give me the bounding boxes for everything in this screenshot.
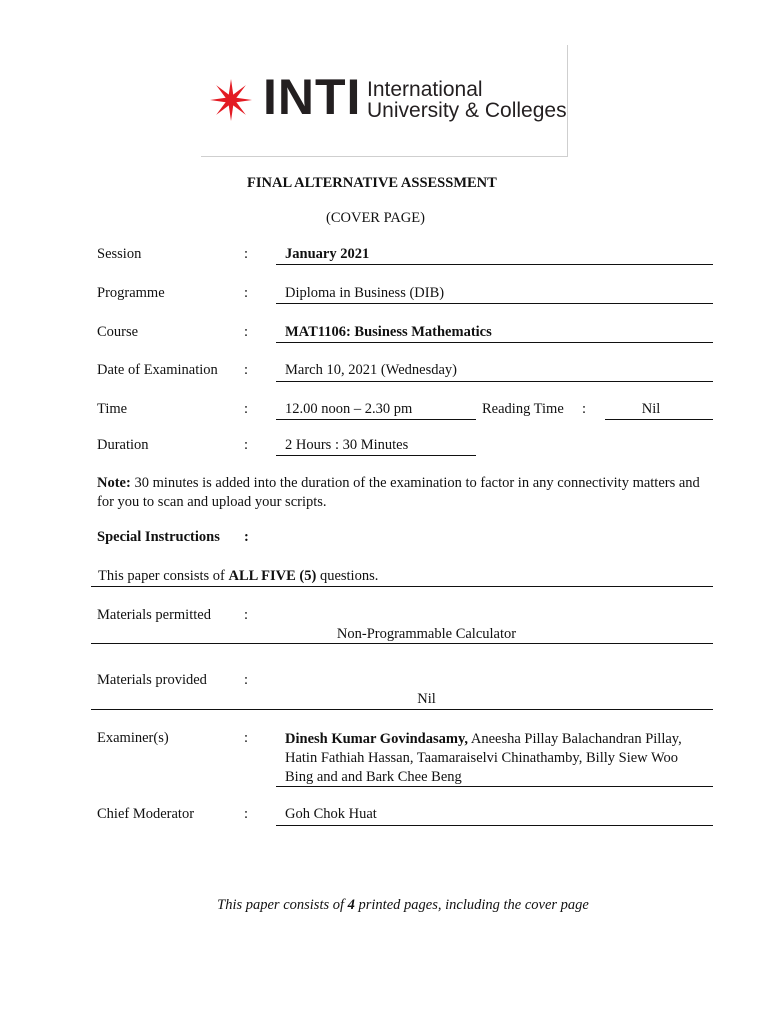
exam-date-colon: :: [244, 362, 249, 378]
examiners-underline: [276, 786, 713, 787]
logo-subtitle: [367, 79, 567, 121]
course-label: Course: [97, 324, 139, 340]
asterisk-logo-icon: [201, 77, 261, 123]
course-colon: :: [244, 324, 249, 340]
reading-time-value: Nil: [641, 401, 661, 417]
course-value: MAT1106: Business Mathematics: [285, 324, 492, 340]
examiners-label: Examiner(s): [97, 730, 169, 746]
footer-after: printed pages, including the cover page: [354, 897, 589, 913]
examiners-line1: [285, 730, 715, 749]
chief-moderator-value: Goh Chok Huat: [285, 806, 377, 822]
exam-date-value: March 10, 2021 (Wednesday): [285, 362, 457, 378]
special-underline: [91, 586, 713, 587]
chief-moderator-label: Chief Moderator: [97, 806, 195, 822]
materials-provided-value: Nil: [417, 691, 436, 707]
examiners-list: [285, 730, 715, 787]
examiner-lead: Dinesh Kumar Govindasamy,: [285, 731, 469, 747]
examiners-line3: Bing and and Bark Chee Beng: [285, 769, 462, 785]
examiners-line2: Hatin Fathiah Hassan, Taamaraiselvi Chinathamby, Billy Siew Woo: [285, 750, 679, 766]
programme-value: Diploma in Business (DIB): [285, 285, 445, 301]
time-value: 12.00 noon – 2.30 pm: [285, 401, 413, 417]
note-line2: for you to scan and upload your scripts.: [97, 494, 327, 510]
duration-colon: :: [244, 437, 249, 453]
page-count-footer: [0, 897, 768, 914]
document-title: FINAL ALTERNATIVE ASSESSMENT: [247, 175, 497, 191]
session-underline: [276, 264, 713, 265]
session-label: Session: [97, 246, 142, 262]
duration-underline: [276, 455, 476, 456]
note-prefix: Note:: [97, 475, 131, 491]
materials-permitted-underline: [91, 643, 713, 644]
note-line1: [97, 474, 737, 493]
logo-subtitle-line2: University & Colleges: [367, 99, 567, 122]
session-value: January 2021: [285, 246, 370, 262]
materials-provided-underline: [91, 709, 713, 710]
exam-date-underline: [276, 381, 713, 382]
programme-underline: [276, 303, 713, 304]
materials-permitted-colon: :: [244, 607, 249, 623]
session-colon: :: [244, 246, 249, 262]
chief-moderator-colon: :: [244, 806, 249, 822]
programme-colon: :: [244, 285, 249, 301]
footer-page-count: 4: [347, 897, 355, 913]
exam-date-label: Date of Examination: [97, 362, 218, 378]
materials-permitted-label: Materials permitted: [97, 607, 211, 623]
note-paragraph: [97, 474, 737, 512]
special-instructions-label: Special Instructions: [97, 529, 220, 545]
time-label: Time: [97, 401, 128, 417]
note-text1: 30 minutes is added into the duration of the examination to factor in any connectivity matters and: [130, 475, 700, 491]
reading-time-underline: [605, 419, 713, 420]
time-underline: [276, 419, 476, 420]
special-text-before: This paper consists of: [98, 568, 229, 584]
materials-provided-colon: :: [244, 672, 249, 688]
chief-moderator-underline: [276, 825, 713, 826]
reading-time-colon: :: [582, 401, 587, 417]
duration-value: 2 Hours : 30 Minutes: [285, 437, 409, 453]
special-text-after: questions.: [316, 568, 379, 584]
examiners-line1-rest: Aneesha Pillay Balachandran Pillay,: [468, 731, 682, 747]
course-underline: [276, 342, 713, 343]
examiners-colon: :: [244, 730, 249, 746]
institution-logo: [201, 45, 568, 157]
special-instructions-text: [98, 568, 378, 585]
duration-label: Duration: [97, 437, 149, 453]
special-text-bold: ALL FIVE (5): [228, 568, 317, 584]
time-colon: :: [244, 401, 249, 417]
document-subtitle: (COVER PAGE): [326, 210, 425, 226]
programme-label: Programme: [97, 285, 165, 301]
logo-subtitle-line1: International: [367, 78, 483, 101]
materials-provided-label: Materials provided: [97, 672, 207, 688]
logo-wordmark: INTI: [263, 69, 362, 125]
special-instructions-colon: :: [244, 529, 249, 545]
footer-before: This paper consists of: [217, 897, 348, 913]
materials-permitted-value: Non-Programmable Calculator: [336, 626, 517, 642]
reading-time-label: Reading Time: [482, 401, 564, 417]
